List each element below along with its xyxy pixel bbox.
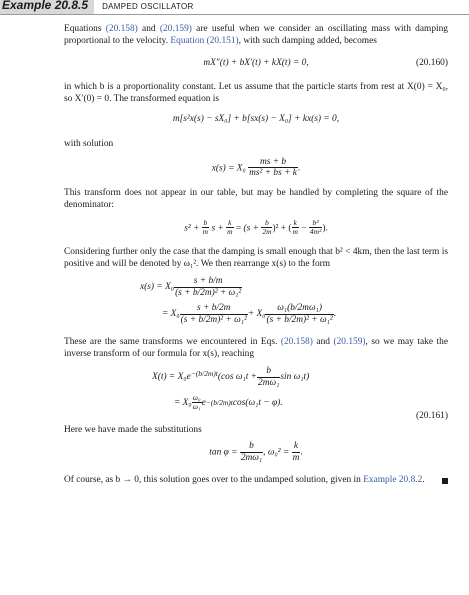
paragraph-intro: Equations (20.158) and (20.159) are useful when we consider an oscillating mass with damping proportional to the velocity. Equation (20.151), with such damping added, becomes: [64, 24, 448, 47]
example-link[interactable]: Example 20.8.2: [363, 474, 423, 485]
paragraph-conclusion: Of course, as b → 0, this solution goes over to the undamped solution, given in Example 20.8.2.: [64, 474, 448, 486]
example-title: DAMPED OSCILLATOR: [102, 2, 194, 11]
equation-substitutions: tan φ = $\frac{b}{\text{2mω₁}}$ , ω₀² = $\frac{k}{m}$ .: [209, 441, 303, 463]
equation-20-160: mX″(t) + bX′(t) + kX(t) = 0, (20.160): [203, 58, 448, 69]
equation-rearranged: x(s) = X₀ $\frac{s + b/m}{\text{(s + b/2m)² + ω₁²}}$ = X₀ $\frac{s + b/2m}{\text{(s + b/2m)² + ω₁²}}$ + X₀ $\frac{\text{ω₁(b/2mω₁)}}{\text{(s + b/2m)² + ω₁²}}$ .: [140, 276, 336, 325]
equation-link[interactable]: (20.159): [333, 336, 366, 347]
equation-number: (20.161): [415, 410, 448, 421]
paragraph-completing-square: This transform does not appear in our table, but may be handled by completing the square of the denominator:: [64, 188, 448, 211]
paragraph-with-solution: with solution: [64, 139, 114, 150]
paragraph-substitutions: Here we have made the substitutions: [64, 424, 202, 435]
equation-link[interactable]: (20.158): [280, 336, 313, 347]
example-header: [0, 0, 469, 20]
equation-number: (20.160): [415, 58, 448, 69]
header-rule: [0, 14, 469, 15]
equation-solution-transform: x(s) = X₀ $\frac{ms + b}{\text{ms² + bs + k}}$ .: [211, 156, 301, 179]
example-label: Example 20.8.5: [0, 0, 94, 15]
paragraph-small-damping: Considering further only the case that the damping is small enough that b² < 4km, then the last term is positive and will be denoted by ω₁². We then rearrange x(s) to the form: [64, 246, 448, 270]
equation-link[interactable]: (20.159): [159, 24, 192, 34]
paragraph-inverse-transform: These are the same transforms we encountered in Eqs. (20.158) and (20.159), so we may take the inverse transform of our formula for x(s), reaching: [64, 336, 448, 359]
equation-20-161: X(t) = X₀e $^{-(b/2m)t}$ (cos ω₁t + $\frac{b}{\text{2mω₁}}$ sin ω₁t) = X₀ $\frac{\text{ω₀}}{\text{ω₁}}$ e −(b/2m)t cos(ω₁t − φ). (20.161): [152, 365, 448, 421]
document-body: [64, 23, 448, 486]
equation-complete-square: s² + $\frac{b}{m}$ s + $\frac{k}{m}$ = (s + $\frac{b}{2m}$ )² + ( $\frac{k}{m}$ − $\frac{\text{b²}}{\text{4m²}}$ ).: [184, 217, 328, 237]
equation-link[interactable]: Equation (20.151): [170, 36, 239, 47]
equation-transformed: m[s²x(s) − sX₀] + b[sx(s) − X₀] + kx(s) = 0,: [172, 114, 340, 125]
equation-link[interactable]: (20.158): [105, 24, 138, 34]
qed-square-icon: [442, 478, 448, 484]
paragraph-initial-conditions: in which b is a proportionality constant. Let us assume that the particle starts from rest at X(0) = X₀, so X′(0) = 0. The transformed equation is: [64, 81, 448, 104]
